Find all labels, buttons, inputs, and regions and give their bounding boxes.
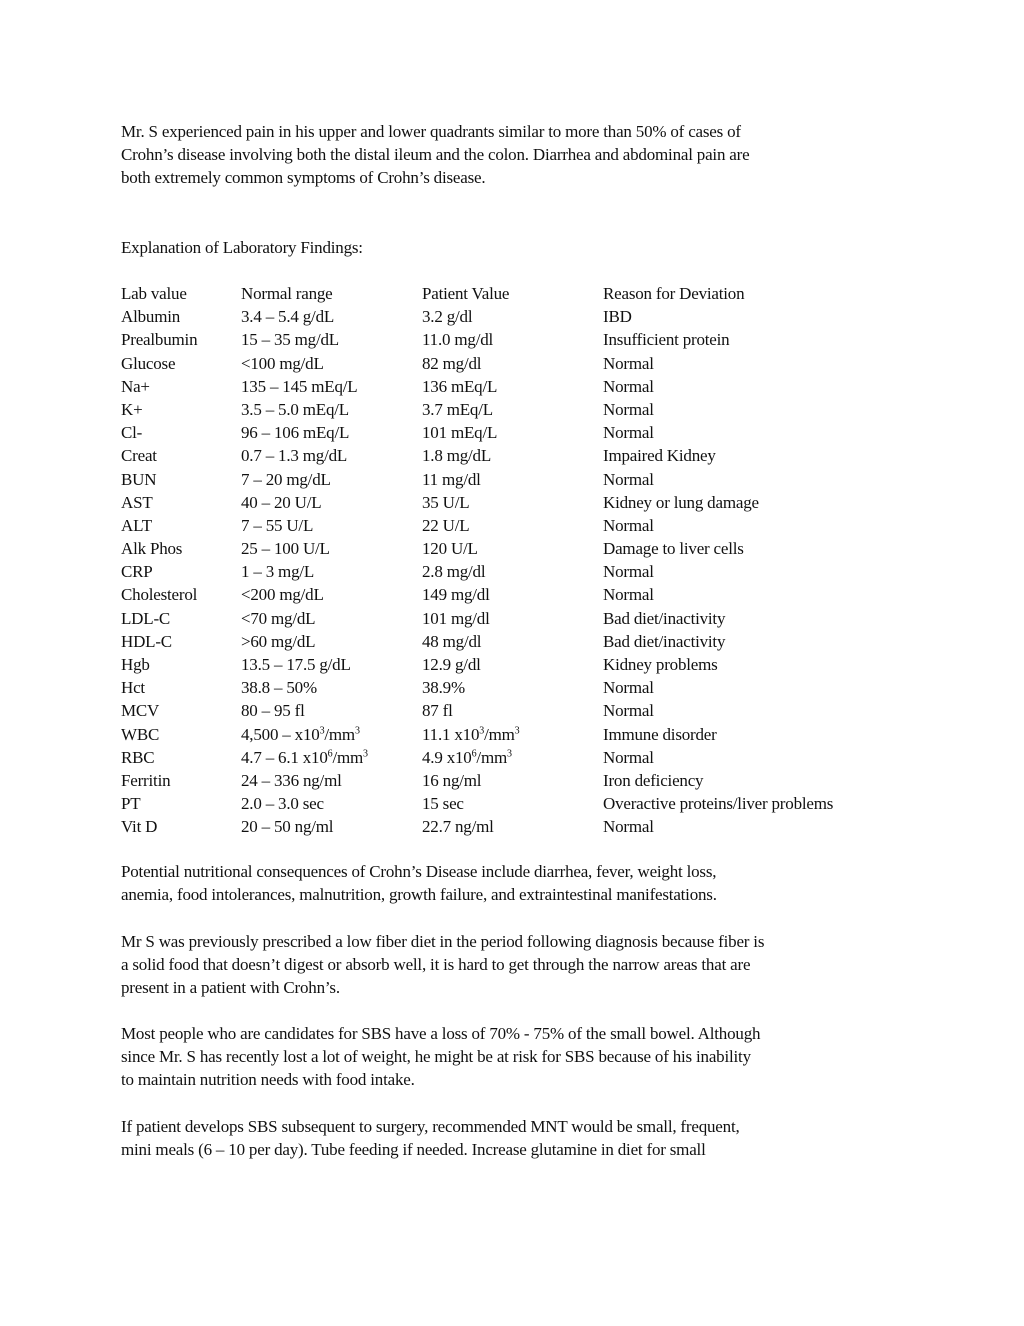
lab-name: K+ xyxy=(121,399,143,419)
deviation-reason: Overactive proteins/liver problems xyxy=(603,794,834,814)
table-row xyxy=(121,699,911,722)
patient-value: 1.8 mg/dL xyxy=(422,446,492,466)
text-line: present in a patient with Crohn’s. xyxy=(121,978,340,997)
table-row xyxy=(121,491,911,514)
deviation-reason: Immune disorder xyxy=(603,724,717,744)
patient-value: 38.9% xyxy=(422,678,465,698)
patient-value: 35 U/L xyxy=(422,492,470,512)
table-row xyxy=(121,514,911,537)
lab-name: RBC xyxy=(121,747,155,767)
patient-value: 12.9 g/dl xyxy=(422,655,481,674)
table-row xyxy=(121,607,911,630)
deviation-reason: Normal xyxy=(603,469,654,489)
deviation-reason: Normal xyxy=(603,585,654,605)
column-header-normal-range: Normal range xyxy=(241,284,333,303)
patient-value: 11.0 mg/dl xyxy=(422,330,494,350)
normal-range: <100 mg/dL xyxy=(241,353,324,373)
lab-name: Alk Phos xyxy=(121,539,183,559)
lab-name: Cl- xyxy=(121,423,143,443)
normal-range: 25 – 100 U/L xyxy=(241,539,330,559)
mnt-recommendation-paragraph xyxy=(121,1115,911,1161)
table-row xyxy=(121,630,911,653)
deviation-reason: Normal xyxy=(603,562,654,582)
deviation-reason: Normal xyxy=(603,353,654,373)
lab-name: CRP xyxy=(121,562,153,582)
column-header-reason: Reason for Deviation xyxy=(603,284,745,303)
patient-value: 82 mg/dl xyxy=(422,353,482,373)
deviation-reason: Damage to liver cells xyxy=(603,539,744,559)
normal-range: 7 – 55 U/L xyxy=(241,515,314,535)
table-row xyxy=(121,653,911,676)
deviation-reason: Kidney problems xyxy=(603,655,718,674)
patient-value: 149 mg/dl xyxy=(422,585,490,605)
patient-value: 15 sec xyxy=(422,794,464,814)
patient-value: 101 mEq/L xyxy=(422,423,498,443)
normal-range: 40 – 20 U/L xyxy=(241,492,322,512)
normal-range: 13.5 – 17.5 g/dL xyxy=(241,655,351,674)
patient-value: 2.8 mg/dl xyxy=(422,562,486,582)
normal-range: 80 – 95 fl xyxy=(241,701,305,721)
lab-findings-heading: Explanation of Laboratory Findings: xyxy=(121,238,363,257)
normal-range: 96 – 106 mEq/L xyxy=(241,423,350,443)
deviation-reason: Normal xyxy=(603,817,654,837)
table-row xyxy=(121,468,911,491)
text-line: If patient develops SBS subsequent to surgery, recommended MNT would be small, frequent, xyxy=(121,1117,740,1136)
lab-name: PT xyxy=(121,794,141,814)
deviation-reason: Normal xyxy=(603,399,654,419)
table-row xyxy=(121,305,911,328)
table-row xyxy=(121,792,911,815)
lab-name: Albumin xyxy=(121,307,181,327)
normal-range: >60 mg/dL xyxy=(241,631,316,651)
text-line: a solid food that doesn’t digest or absorb well, it is hard to get through the narrow areas that are xyxy=(121,955,751,974)
normal-range: 38.8 – 50% xyxy=(241,678,317,698)
table-row xyxy=(121,815,911,838)
text-line: Mr S was previously prescribed a low fiber diet in the period following diagnosis because fiber is xyxy=(121,932,765,951)
text-line: mini meals (6 – 10 per day). Tube feeding if needed. Increase glutamine in diet for small xyxy=(121,1140,706,1159)
table-row xyxy=(121,723,911,746)
table-row xyxy=(121,583,911,606)
patient-value: 48 mg/dl xyxy=(422,631,482,651)
table-row xyxy=(121,421,911,444)
deviation-reason: Normal xyxy=(603,678,654,698)
deviation-reason: IBD xyxy=(603,307,632,327)
table-header-row xyxy=(121,282,911,305)
lab-name: WBC xyxy=(121,724,160,744)
patient-value: 120 U/L xyxy=(422,539,478,559)
lab-name: MCV xyxy=(121,701,160,721)
deviation-reason: Impaired Kidney xyxy=(603,446,716,466)
normal-range: 24 – 336 ng/ml xyxy=(241,770,342,790)
patient-value: 16 ng/ml xyxy=(422,770,482,790)
lab-name: Hgb xyxy=(121,655,150,674)
table-row xyxy=(121,560,911,583)
text-line: both extremely common symptoms of Crohn’s disease. xyxy=(121,168,486,187)
deviation-reason: Insufficient protein xyxy=(603,330,730,350)
lab-name: Ferritin xyxy=(121,770,171,790)
lab-name: Prealbumin xyxy=(121,330,198,350)
table-row xyxy=(121,352,911,375)
normal-range: 135 – 145 mEq/L xyxy=(241,376,358,396)
patient-value: 11.1 $x10^3/mm^3$ xyxy=(422,724,520,744)
lab-name: Vit D xyxy=(121,817,158,837)
lab-name: BUN xyxy=(121,469,157,489)
lab-values-table xyxy=(121,282,911,839)
deviation-reason: Kidney or lung damage xyxy=(603,492,759,512)
normal-range: <70 mg/dL xyxy=(241,608,316,628)
deviation-reason: Normal xyxy=(603,701,654,721)
deviation-reason: Normal xyxy=(603,747,654,767)
patient-value: 3.7 mEq/L xyxy=(422,399,493,419)
normal-range: 7 – 20 mg/dL xyxy=(241,469,331,489)
text-line: Mr. S experienced pain in his upper and lower quadrants similar to more than 50% of cases of xyxy=(121,122,741,141)
normal-range: <200 mg/dL xyxy=(241,585,324,605)
patient-value: 11 mg/dl xyxy=(422,469,481,489)
table-row xyxy=(121,444,911,467)
normal-range: 2.0 – 3.0 sec xyxy=(241,794,324,814)
deviation-reason: Normal xyxy=(603,515,654,535)
patient-value: 22.7 ng/ml xyxy=(422,817,494,837)
low-fiber-diet-paragraph xyxy=(121,930,911,999)
normal-range: 4.7 – 6.1 $x10^6/mm^3$ xyxy=(241,747,368,767)
patient-value: 4.9 $x10^6/mm^3$ xyxy=(422,747,512,767)
column-header-lab-value: Lab value xyxy=(121,284,187,303)
table-row xyxy=(121,375,911,398)
lab-name: Creat xyxy=(121,446,157,466)
patient-value: 3.2 g/dl xyxy=(422,307,473,327)
lab-name: Glucose xyxy=(121,353,176,373)
deviation-reason: Normal xyxy=(603,376,654,396)
deviation-reason: Bad diet/inactivity xyxy=(603,631,726,651)
normal-range: $4,500 - x10^3/mm^3$ xyxy=(241,724,360,744)
text-line: Potential nutritional consequences of Crohn’s Disease include diarrhea, fever, weight loss, xyxy=(121,862,717,881)
patient-value: 136 mEq/L xyxy=(422,376,498,396)
text-line: anemia, food intolerances, malnutrition, growth failure, and extraintestinal manifestations. xyxy=(121,885,717,904)
column-header-patient-value: Patient Value xyxy=(422,284,510,303)
patient-value: 22 U/L xyxy=(422,515,470,535)
table-row xyxy=(121,676,911,699)
text-line: Most people who are candidates for SBS have a loss of 70% - 75% of the small bowel. Although xyxy=(121,1024,761,1043)
normal-range: 3.5 – 5.0 mEq/L xyxy=(241,399,349,419)
lab-name: LDL-C xyxy=(121,608,171,628)
table-row xyxy=(121,537,911,560)
table-row xyxy=(121,328,911,351)
table-row xyxy=(121,398,911,421)
sbs-risk-paragraph xyxy=(121,1022,911,1091)
patient-value: 101 mg/dl xyxy=(422,608,490,628)
text-line: since Mr. S has recently lost a lot of weight, he might be at risk for SBS because of his inability xyxy=(121,1047,751,1066)
lab-name: AST xyxy=(121,492,153,512)
nutritional-consequences-paragraph xyxy=(121,860,911,906)
normal-range: 3.4 – 5.4 g/dL xyxy=(241,307,335,327)
normal-range: 1 – 3 mg/L xyxy=(241,562,315,582)
lab-name: HDL-C xyxy=(121,631,172,651)
normal-range: 20 – 50 ng/ml xyxy=(241,817,334,837)
text-line: Crohn’s disease involving both the distal ileum and the colon. Diarrhea and abdominal pain are xyxy=(121,145,750,164)
table-row xyxy=(121,746,911,769)
lab-name: Na+ xyxy=(121,376,150,396)
intro-paragraph xyxy=(121,120,911,189)
normal-range: 15 – 35 mg/dL xyxy=(241,330,339,350)
deviation-reason: Bad diet/inactivity xyxy=(603,608,726,628)
deviation-reason: Normal xyxy=(603,423,654,443)
deviation-reason: Iron deficiency xyxy=(603,770,704,790)
lab-name: Cholesterol xyxy=(121,585,198,605)
table-row xyxy=(121,769,911,792)
text-line: to maintain nutrition needs with food intake. xyxy=(121,1070,415,1089)
lab-name: ALT xyxy=(121,515,152,535)
patient-value: 87 fl xyxy=(422,701,453,721)
normal-range: 0.7 – 1.3 mg/dL xyxy=(241,446,348,466)
lab-name: Hct xyxy=(121,678,145,698)
